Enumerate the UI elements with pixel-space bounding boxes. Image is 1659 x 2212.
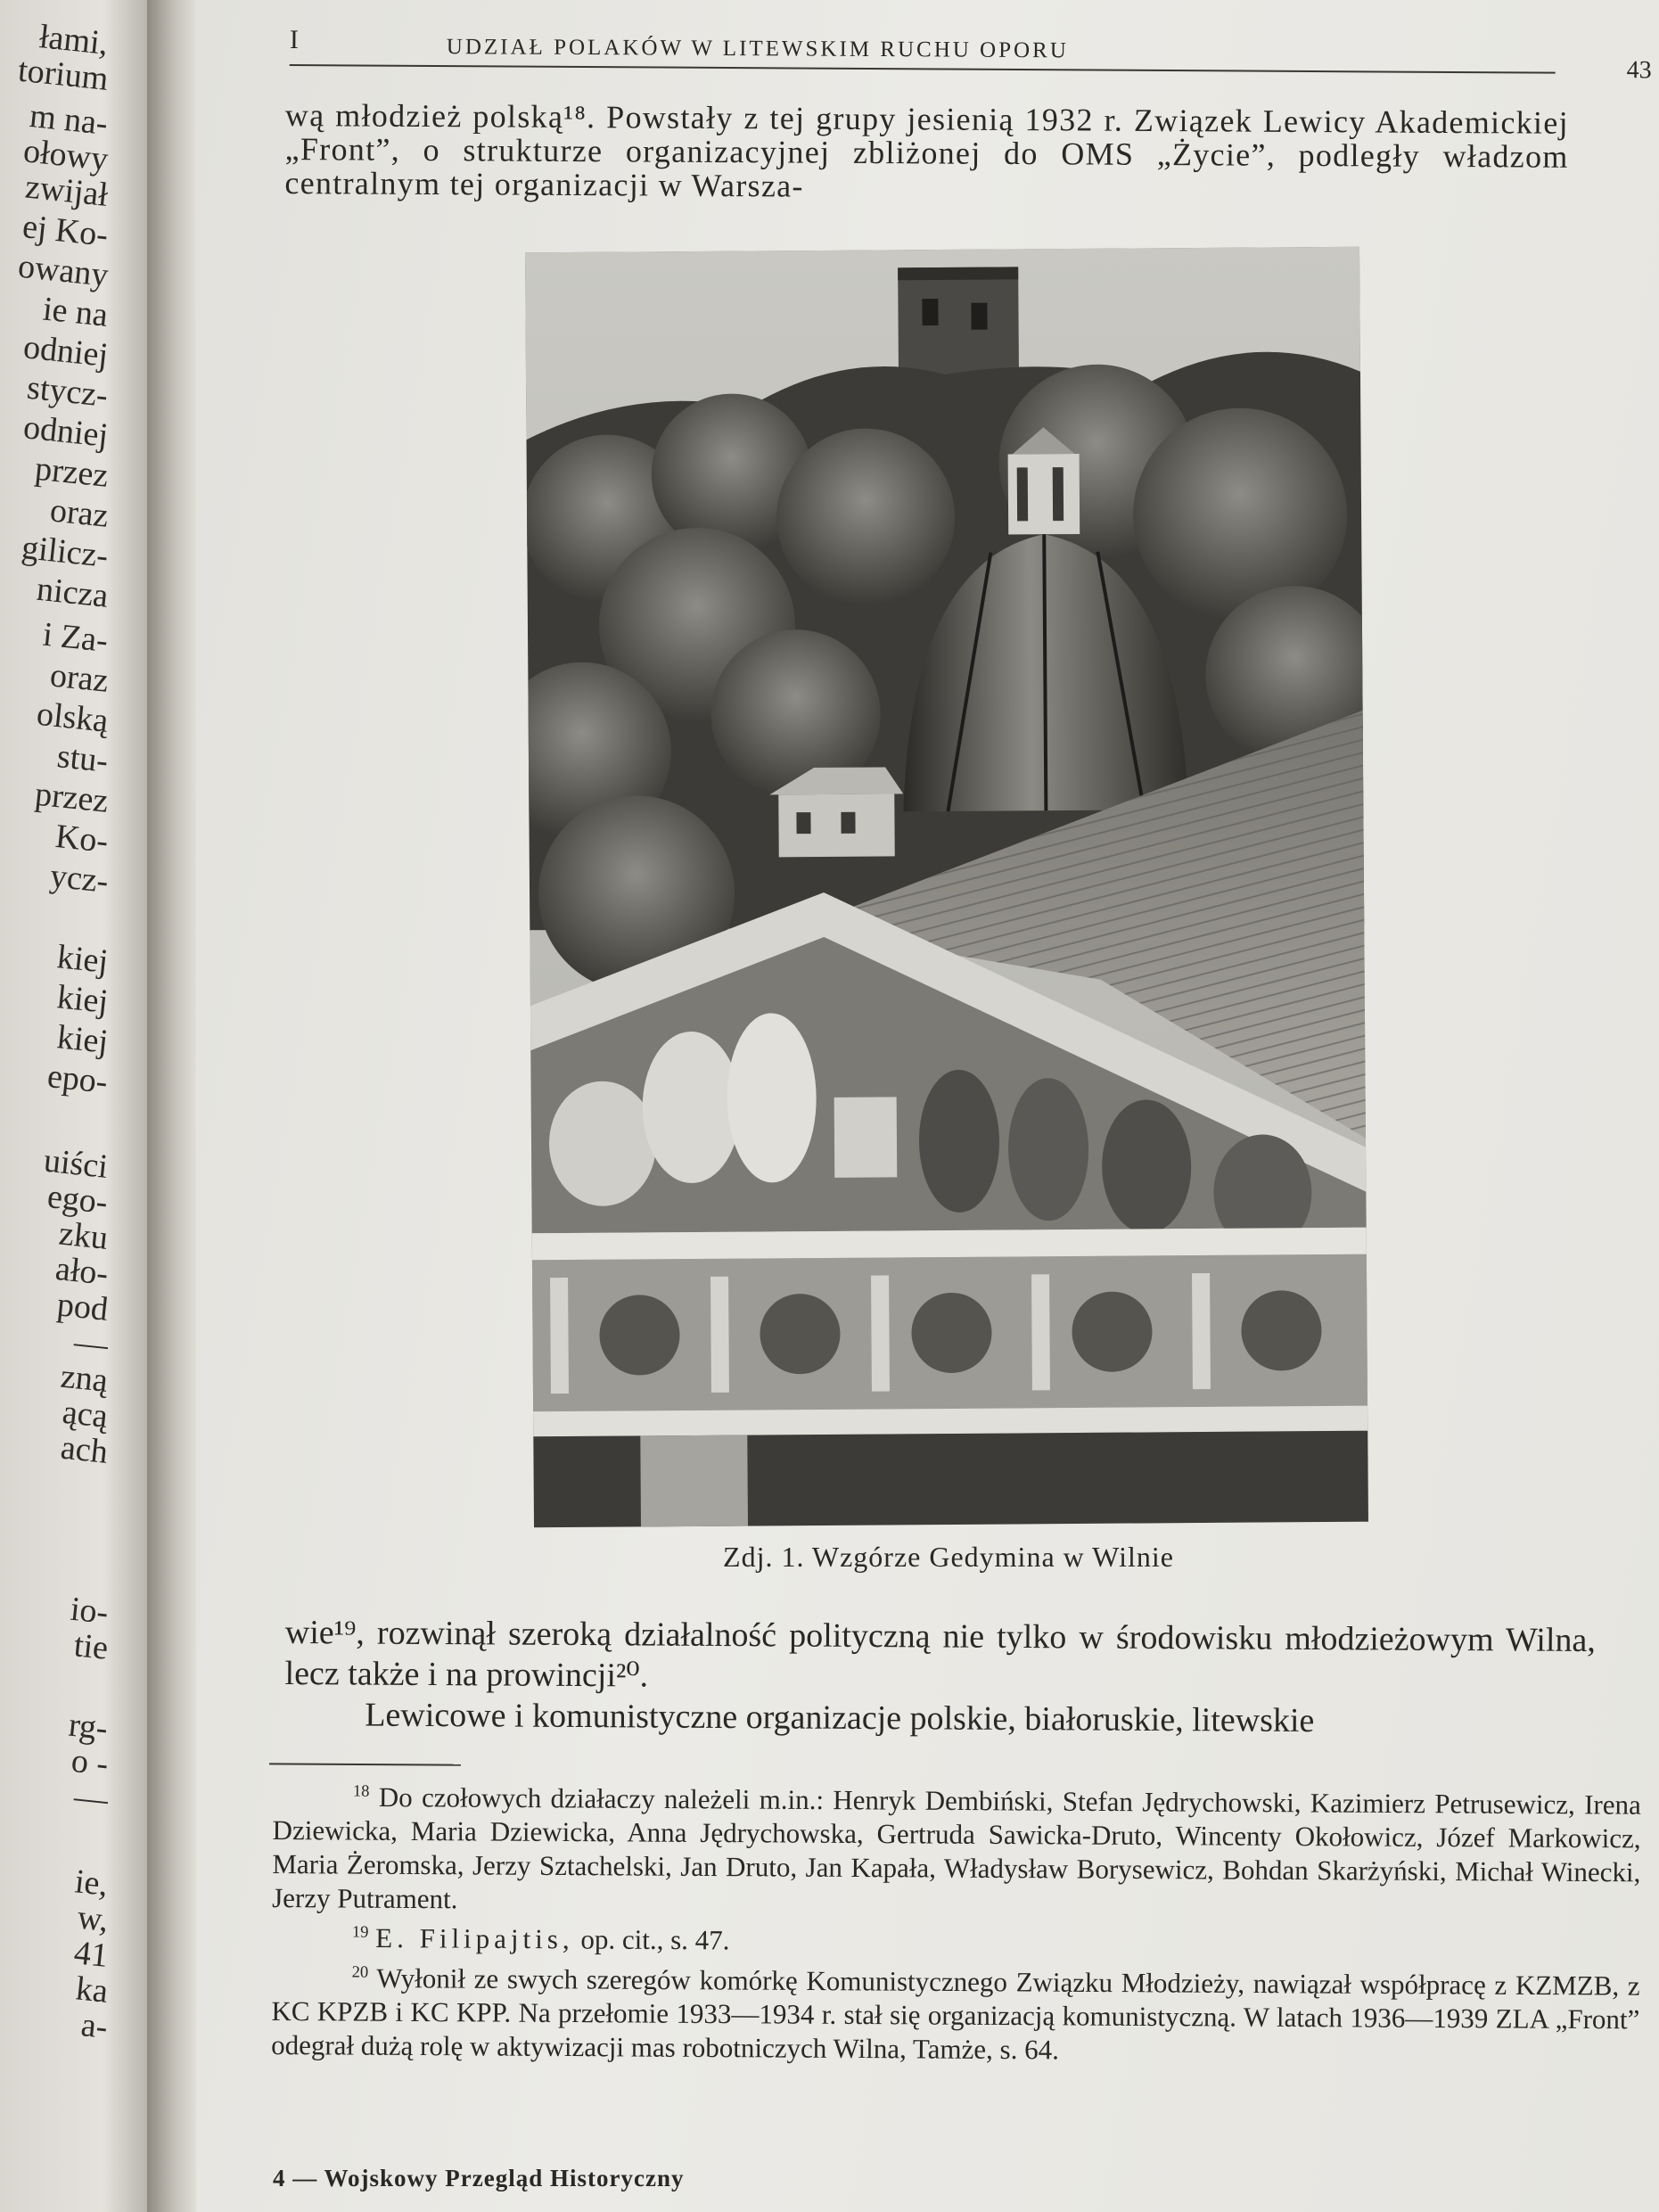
left-page-line: tie: [72, 1626, 111, 1667]
left-page-line: epo-: [45, 1057, 111, 1101]
left-page-line: oraz: [47, 656, 111, 700]
page-footer: 4 — Wojskowy Przegląd Historyczny: [273, 2165, 685, 2191]
left-page-line: oraz: [47, 491, 111, 535]
left-page-line: 41: [72, 1934, 111, 1975]
left-page-line: kiej: [55, 978, 111, 1021]
left-page-line: ej Ko-: [21, 208, 111, 254]
footnote-number: 18: [352, 1781, 370, 1801]
left-page-line: io-: [68, 1590, 111, 1632]
footnote-text: op. cit., s. 47.: [580, 1923, 730, 1956]
photo-caption: Zdj. 1. Wzgórze Gedymina w Wilnie: [723, 1541, 1174, 1573]
left-page-line: —: [72, 1323, 111, 1364]
left-page-line: rg-: [67, 1706, 111, 1747]
left-page-line: zku: [57, 1214, 111, 1257]
left-page-fragment: [0, 0, 147, 2212]
photograph-gediminas-hill: [525, 247, 1368, 1527]
left-page-line: przez: [32, 775, 111, 820]
header-title: UDZIAŁ POLAKÓW W LITEWSKIM RUCHU OPORU: [446, 35, 1069, 63]
left-page-line: odniej: [21, 408, 111, 455]
left-page-line: zną: [59, 1357, 111, 1400]
left-page-line: Ko-: [53, 817, 111, 860]
left-page-line: ie na: [41, 290, 111, 334]
footnote-number: 19: [351, 1922, 369, 1942]
left-page-line: ycz-: [47, 857, 111, 900]
left-page-line: kiej: [55, 938, 111, 981]
left-page-line: zwijał: [23, 168, 111, 214]
body-paragraph-bottom: [284, 1612, 1596, 1743]
left-page-line: ka: [74, 1969, 111, 2011]
left-page-line: przez: [32, 449, 111, 495]
footnote-number: 20: [351, 1962, 369, 1982]
left-page-line: pod: [55, 1286, 111, 1328]
left-page-line: olską: [35, 695, 111, 740]
left-page-line: m na-: [28, 96, 111, 143]
left-page-line: —: [72, 1778, 111, 1819]
left-page-line: stycz-: [25, 368, 111, 415]
paragraph-text: wie¹⁹, rozwinął szeroką działalność polityczną nie tylko w środowisku młodzieżowym Wilna, lecz także i na prowincji²⁰.: [284, 1614, 1596, 1695]
left-page-line: ało-: [53, 1249, 111, 1293]
footnotes: [271, 1774, 1641, 2070]
left-page-line: w,: [75, 1898, 111, 1939]
left-page-line: ego-: [45, 1178, 111, 1221]
footnote-author: E. Filipajtis,: [375, 1922, 574, 1955]
left-page-line: ach: [59, 1428, 111, 1471]
page-number: 43: [1626, 56, 1652, 85]
paragraph-text: Lewicowe i komunistyczne organizacje polskie, białoruskie, litewskie: [365, 1696, 1315, 1740]
left-page-line: o -: [69, 1741, 111, 1783]
left-page-line: stu-: [55, 737, 111, 780]
left-page-line: torium: [16, 51, 111, 98]
book-page: [196, 0, 1659, 2212]
left-page-line: nicza: [35, 570, 111, 615]
left-page-line: ie,: [73, 1863, 111, 1904]
header-rule: [290, 64, 1556, 74]
running-header: [290, 25, 1659, 87]
left-page-line: gilicz-: [20, 528, 111, 575]
left-page-line: odniej: [21, 328, 111, 374]
header-section-number: I: [289, 25, 300, 55]
footnote-text: Wyłonił ze swych szeregów komórkę Komunistycznego Związku Młodzieży, nawiązał współpracę z KZMZB, z KC KPZB i KC KPP. Na przełomie 1933—1934 r. stał się organizacją komunistyczną. W latach 1936—1939 ZLA „Front” odegrał dużą rolę w aktywizacji mas robotniczych Wilna, Tamże, s. 64.: [271, 1961, 1640, 2066]
book-gutter: [147, 0, 196, 2212]
left-page-line: ącą: [61, 1393, 111, 1435]
footnote-20: [271, 1955, 1640, 2071]
left-page-line: kiej: [55, 1018, 111, 1061]
left-page-line: i Za-: [41, 615, 111, 660]
left-page-line: owany: [16, 247, 111, 294]
footnote-text: Do czołowych działaczy należeli m.in.: Henryk Dembiński, Stefan Jędrychowski, Kazimierz Petrusewicz, Irena Dziewicka, Maria Dziewicka, Anna Jędrychowska, Gertruda Sawicka-Druto, Wincenty Okołowicz, Józef Markowicz, Maria Żeromska, Jerzy Sztachelski, Jan Druto, Jan Kapała, Władysław Borysewicz, Bohdan Skarżyński, Michał Winecki, Jerzy Putrament.: [272, 1781, 1641, 1915]
paragraph-text: wą młodzież polską¹⁸. Powstały z tej grupy jesienią 1932 r. Związek Lewicy Akademickiej „Front”, o strukturze organizacyjnej zbliżonej do OMS „Życie”, podległy władzom centralnym tej organizacji w Warsza-: [284, 97, 1569, 204]
footnote-18: [272, 1774, 1641, 1924]
body-paragraph-top: [284, 98, 1569, 208]
left-page-line: ołowy: [21, 132, 111, 178]
photo-illustration: [525, 247, 1368, 1527]
left-page-line: a-: [79, 2006, 111, 2046]
footnote-rule: [269, 1763, 461, 1765]
left-page-line: uiści: [42, 1141, 111, 1186]
left-page-line: łami,: [37, 18, 111, 62]
